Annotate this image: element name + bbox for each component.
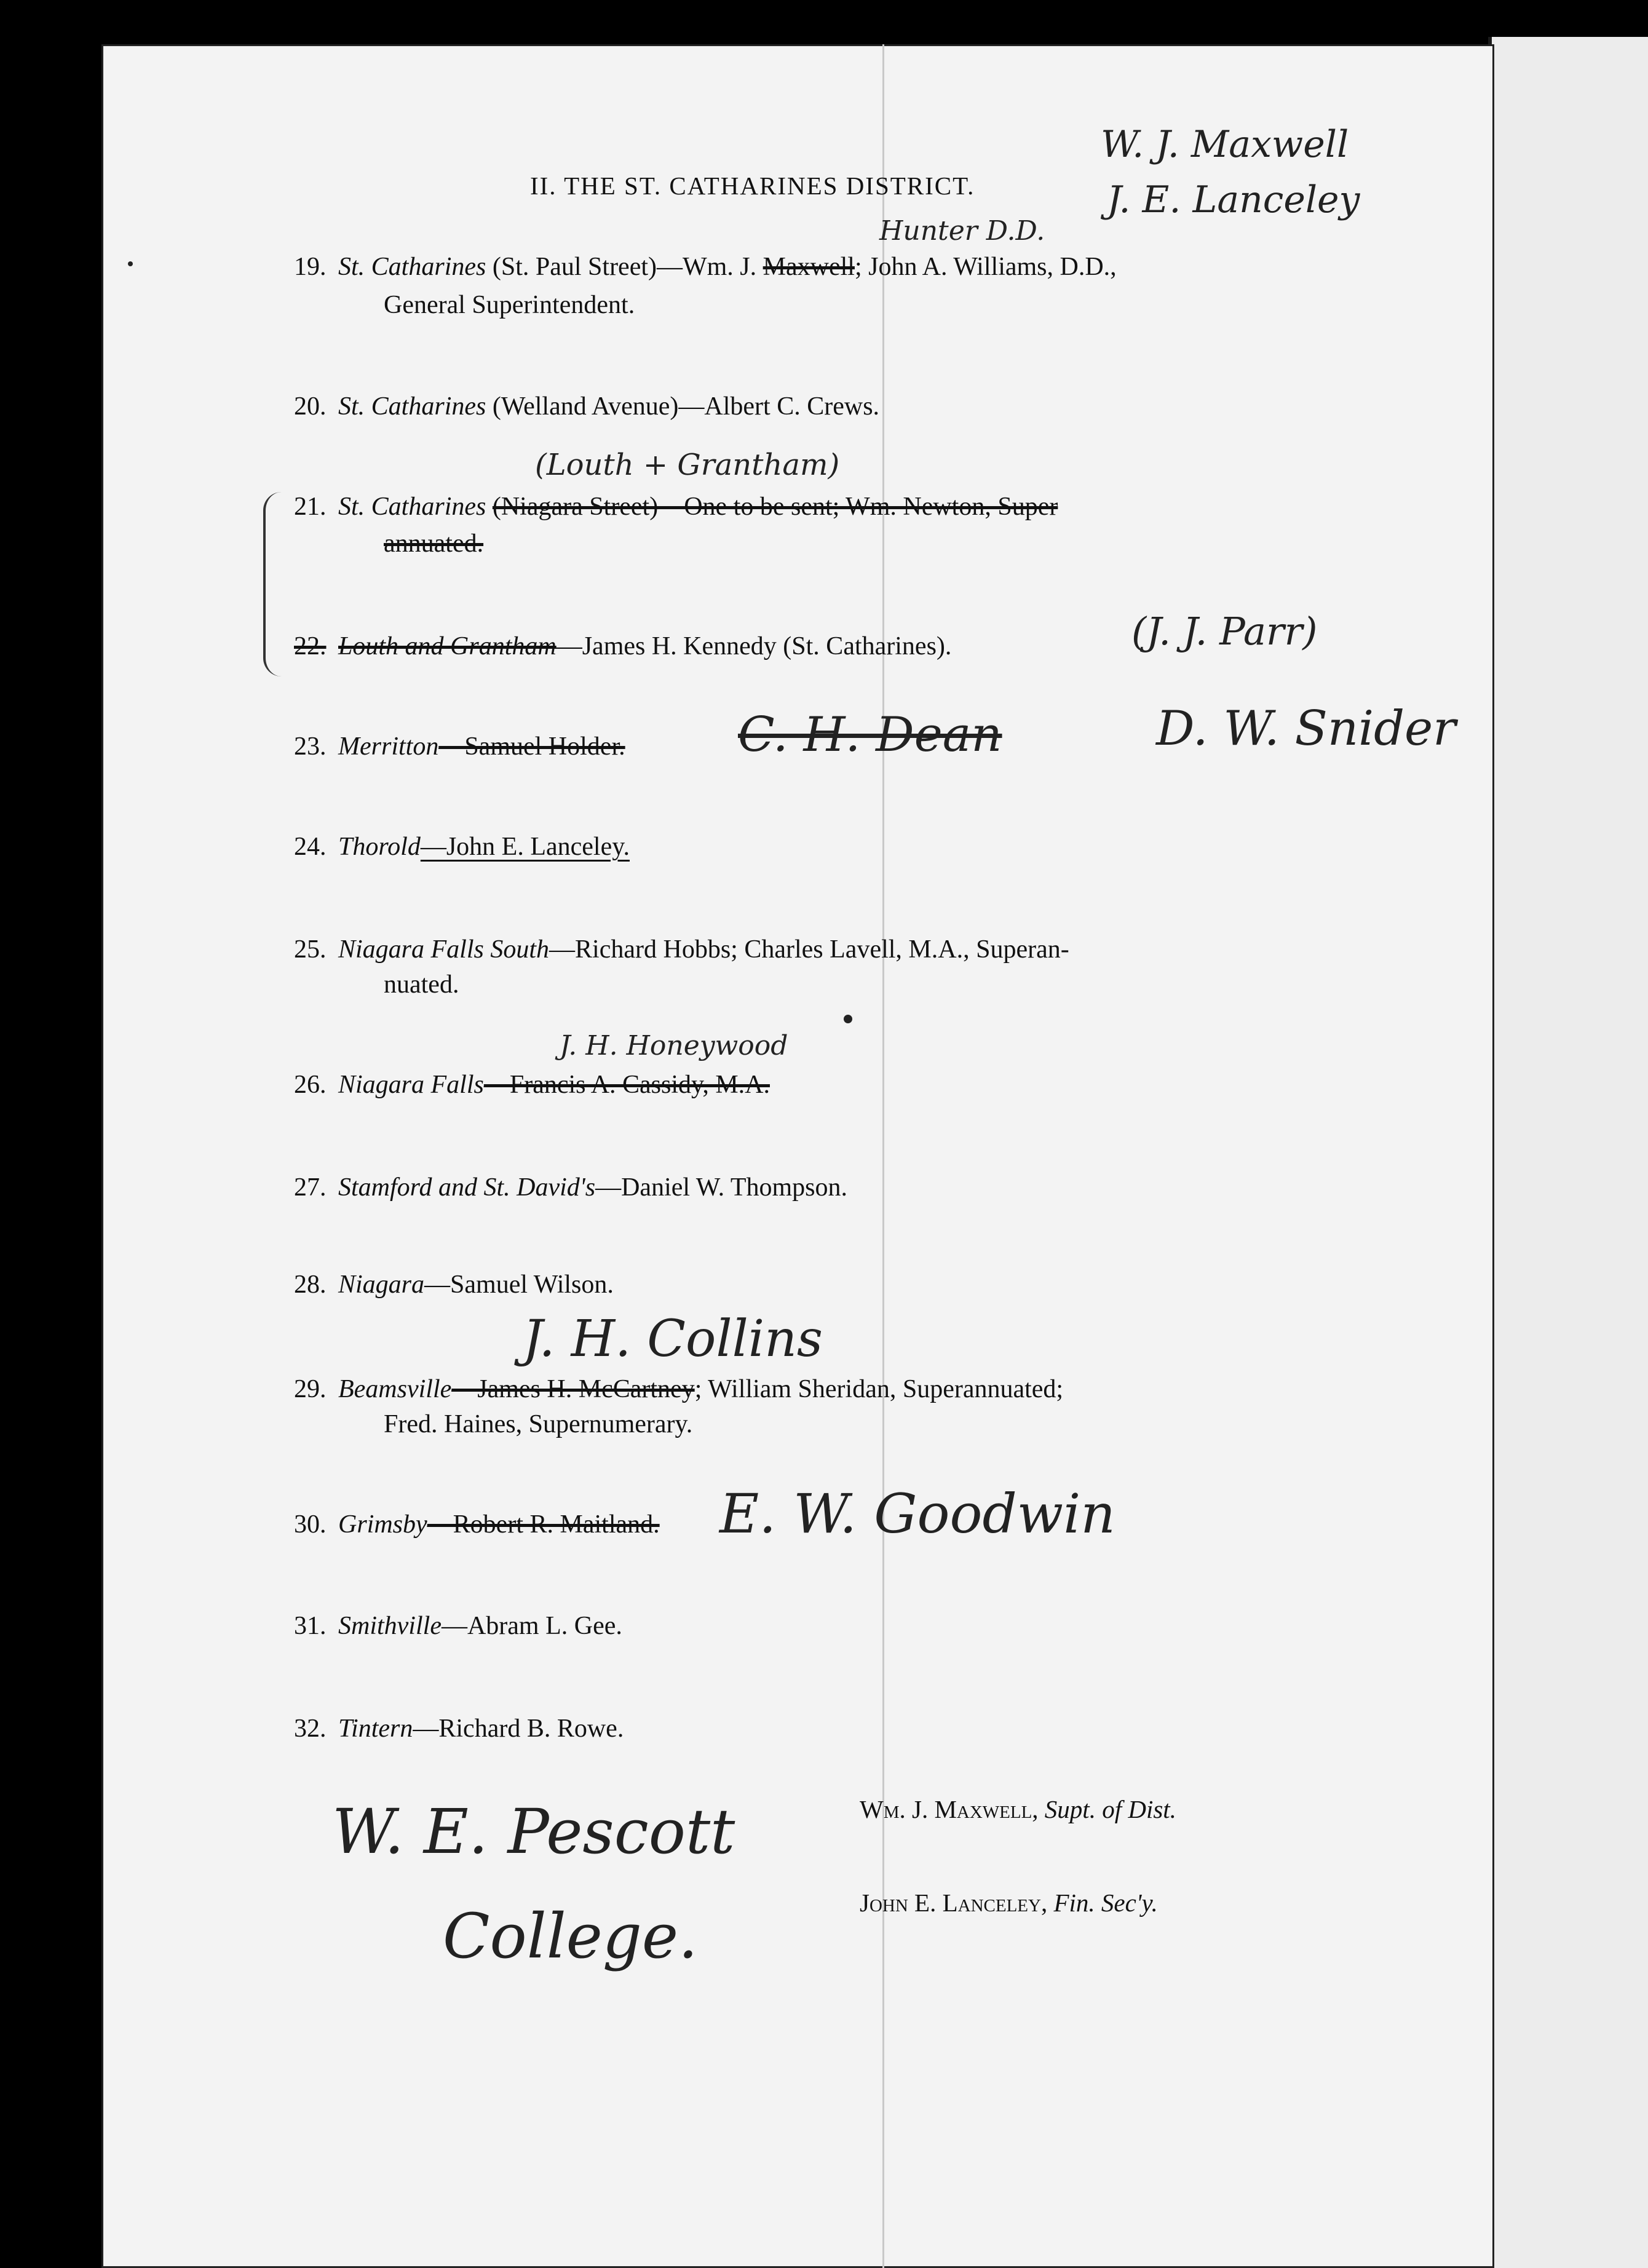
handwritten-note-collins: J. H. Collins	[523, 1310, 823, 1368]
entry-number: 23.	[294, 732, 327, 761]
entry-text-after: ; John A. Williams, D.D.,	[854, 253, 1117, 281]
handwritten-note-hunter: Hunter D.D.	[879, 215, 1045, 247]
handwritten-note-goodwin: E. W. Goodwin	[719, 1482, 1115, 1545]
entry-26	[294, 1067, 1352, 1103]
entry-place: Merritton	[338, 732, 439, 761]
handwritten-note-maxwell: W. J. Maxwell	[1101, 123, 1349, 166]
entry-place: Grimsby	[338, 1510, 427, 1539]
entry-place: St. Catharines	[338, 253, 486, 281]
entry-place: Smithville	[338, 1612, 442, 1640]
entry-19	[294, 249, 1352, 285]
handwritten-note-dean: C. H. Dean	[738, 707, 1002, 763]
entry-text: —Richard Hobbs; Charles Lavell, M.A., Superan-	[549, 935, 1069, 964]
entry-place: Thorold	[338, 833, 421, 861]
entry-place: St. Catharines	[338, 493, 486, 521]
entry-text: —John E. Lanceley.	[420, 833, 630, 861]
secretary-signature	[860, 1888, 1158, 1917]
handwritten-note-honeywood: J. H. Honeywood	[560, 1030, 788, 1061]
entry-place: Niagara Falls South	[338, 935, 550, 964]
entry-number: 30.	[294, 1510, 327, 1539]
entry-27	[294, 1170, 1352, 1205]
entry-21	[294, 489, 1352, 525]
struck-text: Louth and Grantham	[338, 632, 557, 660]
entry-text: —Daniel W. Thompson.	[595, 1173, 847, 1202]
entry-31	[294, 1608, 1352, 1644]
entry-place: St. Catharines	[338, 392, 486, 421]
secretary-title: Fin. Sec'y.	[1053, 1889, 1158, 1917]
entry-text: (Welland Avenue)—Albert C. Crews.	[486, 392, 880, 421]
entry-place: Tintern	[338, 1715, 413, 1743]
struck-text: —James H. McCartney	[451, 1375, 695, 1403]
entry-text: —Samuel Wilson.	[424, 1271, 614, 1299]
entry-32	[294, 1711, 1352, 1747]
ink-dot	[844, 1015, 852, 1023]
entry-number: 21.	[294, 493, 327, 521]
entry-number: 24.	[294, 833, 327, 861]
entry-place: Niagara Falls	[338, 1071, 484, 1099]
entry-25-line2: nuated.	[384, 970, 459, 999]
entry-number: 20.	[294, 392, 327, 421]
ink-dot	[128, 261, 133, 266]
struck-text: —Francis A. Cassidy, M.A.	[483, 1071, 770, 1099]
entry-number: 31.	[294, 1612, 327, 1640]
superintendent-title: Supt. of Dist.	[1044, 1795, 1176, 1823]
struck-text: —Robert R. Maitland.	[427, 1510, 660, 1539]
entry-29	[294, 1371, 1352, 1407]
superintendent-signature	[860, 1794, 1176, 1824]
page-fold	[882, 44, 884, 2268]
handwritten-brace	[263, 492, 290, 676]
entry-place: Beamsville	[338, 1375, 452, 1403]
struck-text: Maxwell	[763, 253, 855, 281]
entry-text-after: ; William Sheridan, Superannuated;	[694, 1375, 1064, 1403]
entry-25	[294, 932, 1352, 967]
entry-text: (St. Paul Street)—Wm. J.	[486, 253, 763, 281]
struck-text: (Niagara Street)—One to be sent; Wm. Newton, Super	[492, 493, 1058, 521]
entry-place: Niagara	[338, 1271, 425, 1299]
adjacent-page	[1488, 37, 1648, 2268]
entry-text: —Abram L. Gee.	[441, 1612, 622, 1640]
entry-number: 29.	[294, 1375, 327, 1403]
superintendent-name: Wm. J. Maxwell,	[860, 1795, 1039, 1823]
secretary-name: John E. Lanceley,	[860, 1889, 1048, 1917]
handwritten-note-snider: D. W. Snider	[1156, 701, 1456, 756]
entry-19-line2: General Superintendent.	[384, 291, 635, 319]
entry-place: Stamford and St. David's	[338, 1173, 596, 1202]
district-heading: II. THE ST. CATHARINES DISTRICT.	[530, 172, 975, 200]
handwritten-note-pescott: W. E. Pescott	[332, 1796, 735, 1868]
document-page	[101, 44, 1494, 2268]
entry-text: —James H. Kennedy (St. Catharines).	[556, 632, 952, 660]
entry-24	[294, 829, 1352, 865]
entry-29-line2: Fred. Haines, Supernumerary.	[384, 1410, 693, 1438]
entry-text: —Richard B. Rowe.	[413, 1715, 624, 1743]
entry-number: 27.	[294, 1173, 327, 1202]
handwritten-note-parr: (J. J. Parr)	[1131, 609, 1318, 654]
entry-number: 25.	[294, 935, 327, 964]
entry-number: 32.	[294, 1715, 327, 1743]
entry-number: 19.	[294, 253, 327, 281]
handwritten-note-louth: (Louth + Grantham)	[535, 448, 840, 482]
entry-number: 26.	[294, 1071, 327, 1099]
entry-number: 28.	[294, 1271, 327, 1299]
entry-28	[294, 1267, 1352, 1303]
handwritten-note-college: College.	[443, 1900, 698, 1972]
struck-text: —Samuel Holder.	[438, 732, 625, 761]
entry-number: 22.	[294, 632, 327, 660]
handwritten-note-lanceley: J. E. Lanceley	[1107, 178, 1360, 221]
entry-20	[294, 389, 1352, 424]
entry-21-line2: annuated.	[384, 529, 484, 558]
